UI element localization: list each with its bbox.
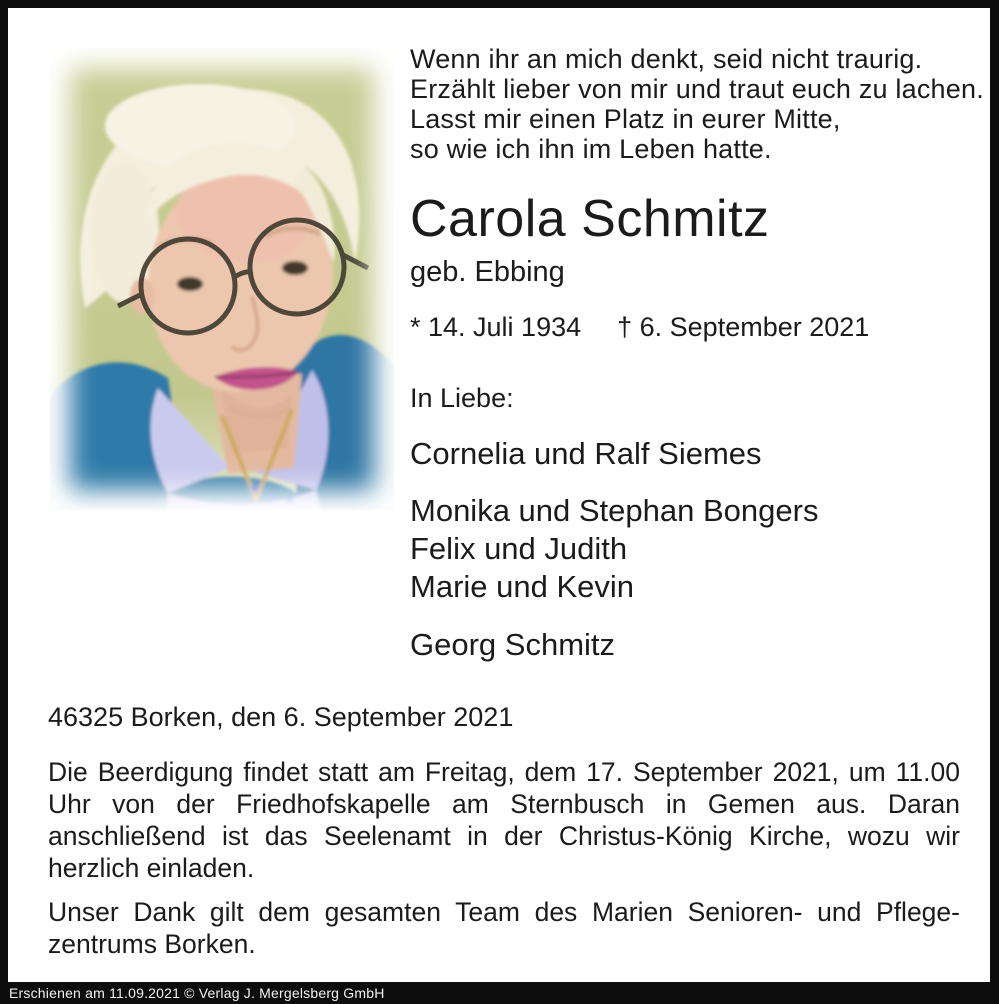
mourner-line: Monika und Stephan Bongers (410, 493, 819, 528)
portrait-illustration (50, 48, 394, 510)
poem-line: Lasst mir einen Platz in eurer Mitte, (410, 104, 841, 134)
deceased-name: Carola Schmitz (410, 190, 770, 248)
poem-line: Wenn ihr an mich denkt, seid nicht traurig. (410, 44, 923, 74)
mourner-line: Marie und Kevin (410, 569, 635, 604)
mourner-group (410, 492, 818, 606)
poem-line: Erzählt lieber von mir und traut euch zu lachen. (410, 74, 984, 104)
memorial-poem (410, 44, 984, 164)
poem-line: so wie ich ihn im Leben hatte. (410, 134, 772, 164)
thanks-paragraph: Unser Dank gilt dem gesamten Team des Marien Senioren- und Pflegezentrums Borken. (48, 897, 960, 959)
mourner-line: Cornelia und Ralf Siemes (410, 436, 762, 471)
place-dateline: 46325 Borken, den 6. September 2021 (48, 702, 514, 732)
mourner-line: Felix und Judith (410, 531, 628, 566)
notice-sheet (8, 8, 990, 982)
birth-date: * 14. Juli 1934 (410, 312, 582, 342)
life-dates (410, 312, 869, 342)
salutation: In Liebe: (410, 383, 514, 413)
portrait-photo (50, 48, 394, 510)
death-date: † 6. September 2021 (617, 312, 870, 342)
maiden-name: geb. Ebbing (410, 256, 565, 288)
mourner-line: Georg Schmitz (410, 627, 616, 662)
footer-credit: Erschienen am 11.09.2021 © Verlag J. Mergelsberg GmbH (9, 985, 385, 1001)
funeral-paragraph: Die Beerdigung findet statt am Freitag, dem 17. September 2021, um 11.00 Uhr von der Friedhofskapelle am Sternbusch in Gemen aus. Daran anschließend ist das Seelenamt in der Christus-König Kirche, wozu wir herzlich einladen. (48, 757, 960, 883)
